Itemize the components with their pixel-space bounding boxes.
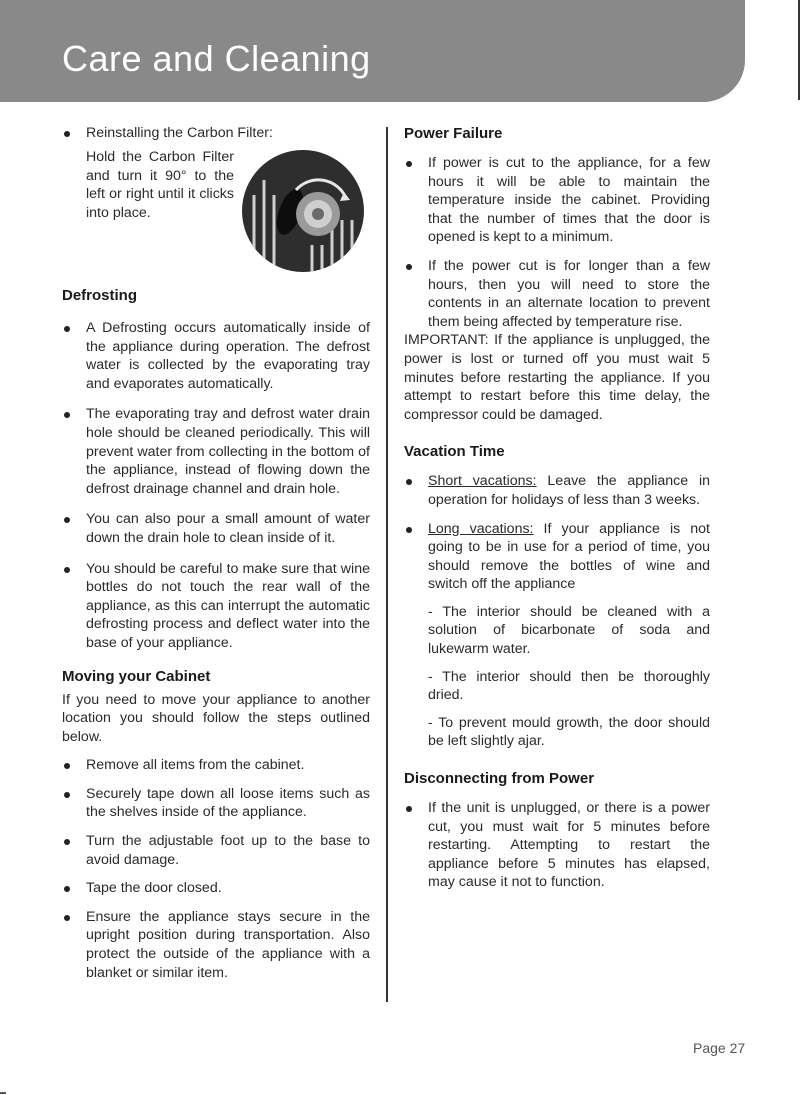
list-item <box>62 908 370 982</box>
defrosting-heading: Defrosting <box>62 287 137 304</box>
carbon-filter-section <box>62 124 370 288</box>
right-column <box>404 124 710 892</box>
power-failure-heading: Power Failure <box>404 125 503 142</box>
column-divider <box>386 127 388 1002</box>
bullet-icon <box>406 264 412 270</box>
bullet-icon <box>64 839 70 845</box>
list-item <box>404 799 710 892</box>
power-failure-item-2: If the power cut is for longer than a few hours, then you will need to store the contents in an alternate location to prevent them being affected by temperature rise. <box>428 257 710 330</box>
power-failure-item-1: If power is cut to the appliance, for a few hours it will be able to maintain the temperature inside the cabinet. Providing that the number of times that the door is opened is kept to a minimum. <box>428 155 710 246</box>
moving-section <box>62 667 370 983</box>
important-note: IMPORTANT: If the appliance is unplugged, the power is lost or turned off you must wait 5 minutes before restarting the appliance. If you attempt to restart before this time delay, the compressor could be damaged. <box>404 332 710 423</box>
long-vacations-text: If your appliance is not going to be in use for a period of time, you should remove the bottles of wine and switch off the appliance <box>428 520 710 593</box>
list-item <box>62 879 370 898</box>
bullet-icon <box>64 412 70 418</box>
list-item <box>404 520 710 594</box>
header-band <box>0 0 745 102</box>
moving-heading: Moving your Cabinet <box>62 667 211 685</box>
long-vacations-label: Long vacations: <box>428 520 534 537</box>
list-item <box>62 785 370 822</box>
vacation-sub-2: - The interior should then be thoroughly dried. <box>428 668 710 704</box>
list-item <box>62 832 370 869</box>
bullet-icon <box>406 806 412 812</box>
moving-item-1: Remove all items from the cabinet. <box>86 757 305 774</box>
short-vacations-text: Leave the appliance in operation for holidays of less than 3 weeks. <box>428 473 710 508</box>
corner-mark <box>0 1092 6 1094</box>
carbon-filter-text: Hold the Carbon Filter and turn it 90° to the left or right until it clicks into place. <box>86 149 234 221</box>
disconnecting-item-1: If the unit is unplugged, or there is a power cut, you must wait for 5 minutes before restarting. Attempting to restart the appliance before 5 minutes has elapsed, may cause it not to function. <box>428 800 710 891</box>
bullet-icon <box>64 763 70 769</box>
page-title: Care and Cleaning <box>62 38 371 79</box>
defrosting-section <box>62 286 370 653</box>
bullet-icon <box>64 567 70 573</box>
list-item <box>62 124 370 143</box>
carbon-filter-illustration <box>242 150 364 272</box>
power-failure-section <box>404 124 710 424</box>
list-item <box>62 560 370 653</box>
bullet-icon <box>406 161 412 167</box>
defrosting-item-2: The evaporating tray and defrost water drain hole should be cleaned periodically. This will prevent water from collecting in the bottom of the appliance, instead of flowing down the defrost drainage channel and drain hole. <box>86 406 370 497</box>
bullet-icon <box>406 479 412 485</box>
defrosting-item-4: You should be careful to make sure that wine bottles do not touch the rear wall of the appliance, as this can interrupt the automatic defrosting process and deflect water into the base of your appliance. <box>86 560 370 651</box>
moving-item-3: Turn the adjustable foot up to the base to avoid damage. <box>86 833 370 868</box>
vacation-sub-3: - To prevent mould growth, the door should be left slightly ajar. <box>428 714 710 750</box>
bullet-icon <box>406 527 412 533</box>
vacation-heading: Vacation Time <box>404 443 505 461</box>
short-vacations-label: Short vacations: <box>428 473 537 490</box>
disconnecting-heading: Disconnecting from Power <box>404 770 595 788</box>
list-item <box>62 510 370 547</box>
vacation-section <box>404 442 710 751</box>
bullet-icon <box>64 792 70 798</box>
bullet-icon <box>64 915 70 921</box>
list-item <box>62 756 370 775</box>
list-item <box>404 154 710 247</box>
bullet-icon <box>64 886 70 892</box>
list-item <box>62 319 370 393</box>
bullet-icon <box>64 131 70 137</box>
defrosting-item-1: A Defrosting occurs automatically inside of the appliance during operation. The defrost water is collected by the evaporating tray and evaporates automatically. <box>86 320 370 392</box>
carbon-filter-bullet: Reinstalling the Carbon Filter: <box>86 125 273 141</box>
edge-line <box>798 0 800 100</box>
vacation-sub-1: - The interior should be cleaned with a solution of bicarbonate of soda and lukewarm water. <box>428 603 710 658</box>
disconnecting-section <box>404 769 710 892</box>
moving-item-2: Securely tape down all loose items such as the shelves inside of the appliance. <box>86 785 370 821</box>
page-number: Page 27 <box>693 1040 746 1056</box>
list-item <box>404 472 710 509</box>
moving-item-5: Ensure the appliance stays secure in the upright position during transportation. Also protect the outside of the appliance with a blanket or similar item. <box>86 908 370 981</box>
moving-item-4: Tape the door closed. <box>86 880 222 897</box>
bullet-icon <box>64 326 70 332</box>
list-item <box>404 257 710 331</box>
defrosting-item-3: You can also pour a small amount of water down the drain hole to clean inside of it. <box>86 511 370 546</box>
moving-intro: If you need to move your appliance to another location you should follow the steps outlined below. <box>62 691 370 745</box>
left-column <box>62 124 370 982</box>
bullet-icon <box>64 517 70 523</box>
list-item <box>62 405 370 498</box>
